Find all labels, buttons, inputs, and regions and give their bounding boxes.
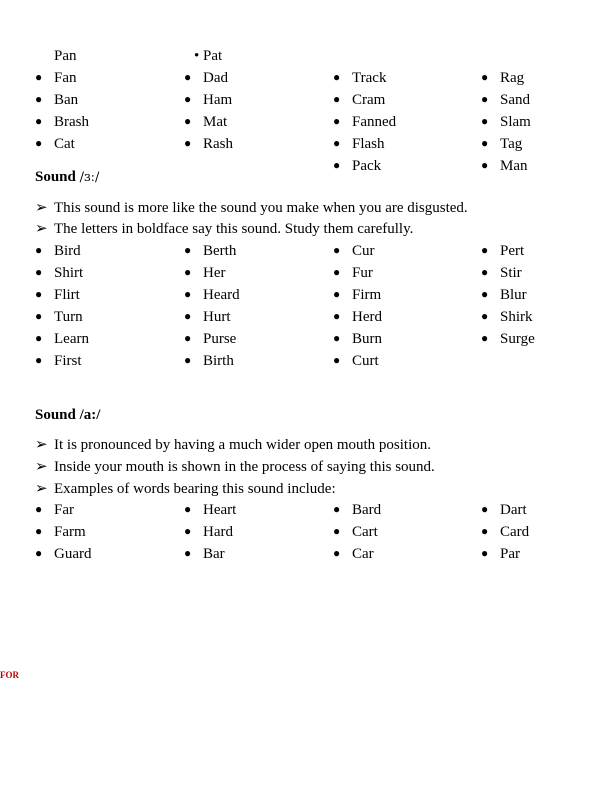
list-item-text: Ham <box>203 92 233 108</box>
list-item-text: Flirt <box>54 287 80 303</box>
list-item-text: Cram <box>352 92 386 108</box>
list-item-text: Firm <box>352 287 382 303</box>
section-a-heading: Sound /a:/ <box>35 407 101 423</box>
bullet-icon: ● <box>35 243 43 257</box>
section-a-note-3: ➢ Examples of words bearing this sound include: <box>35 478 336 500</box>
list-item-text: Dad <box>203 70 228 86</box>
section-er-col-2 <box>184 240 240 372</box>
list-item <box>481 306 535 328</box>
bullet-icon: ● <box>481 287 489 301</box>
list-item <box>184 543 236 565</box>
list-item-text: Bard <box>352 502 382 518</box>
list-item-text: Hard <box>203 524 233 540</box>
bullet-icon: ● <box>333 70 341 84</box>
bullet-icon: ● <box>333 287 341 301</box>
list-item-text: Tag <box>500 136 523 152</box>
list-item <box>35 111 89 133</box>
bullet-icon: ● <box>35 524 43 538</box>
list-item-text: Hurt <box>203 309 231 325</box>
bullet-icon: ● <box>481 92 489 106</box>
bullet-icon: ● <box>333 502 341 516</box>
list-item <box>35 45 89 67</box>
list-item-text: Rash <box>203 136 233 152</box>
list-item-text: Her <box>203 265 226 281</box>
list-item <box>333 543 381 565</box>
list-item <box>35 240 89 262</box>
bullet-icon: ● <box>333 136 341 150</box>
list-item-text: Herd <box>352 309 382 325</box>
bullet-icon: ● <box>333 353 341 367</box>
bullet-icon: ● <box>333 524 341 538</box>
bullet-icon: ● <box>333 158 341 172</box>
list-item <box>481 521 529 543</box>
bullet-icon: ● <box>333 243 341 257</box>
bullet-icon: ● <box>35 265 43 279</box>
list-item-text: Fur <box>352 265 373 281</box>
list-item <box>35 521 92 543</box>
list-item <box>481 240 535 262</box>
list-item <box>184 240 240 262</box>
arrow-bullet-icon: ➢ <box>35 481 48 497</box>
list-item-text: Heard <box>203 287 240 303</box>
list-item <box>333 155 396 177</box>
list-item-text: Car <box>352 546 374 562</box>
list-item <box>333 284 382 306</box>
bullet-icon: ● <box>184 524 192 538</box>
list-item <box>481 155 531 177</box>
list-item-text: Guard <box>54 546 92 562</box>
bullet-icon: ● <box>481 502 489 516</box>
list-item-text: Turn <box>54 309 83 325</box>
bullet-icon: ● <box>35 353 43 367</box>
list-item-text: Surge <box>500 331 535 347</box>
section-a-note-2: ➢ Inside your mouth is shown in the process of saying this sound. <box>35 456 435 478</box>
list-item <box>333 133 396 155</box>
list-item <box>35 89 89 111</box>
list-item-text: Shirt <box>54 265 84 281</box>
section-er-col-4 <box>481 240 535 350</box>
list-item-text: Bar <box>203 546 225 562</box>
arrow-bullet-icon: ➢ <box>35 437 48 453</box>
section-a-col-3 <box>333 499 381 565</box>
bullet-icon: ● <box>184 114 192 128</box>
bullet-icon: ● <box>333 546 341 560</box>
bullet-icon: ● <box>481 136 489 150</box>
list-item-text: Berth <box>203 243 237 259</box>
list-item-text: Man <box>500 158 528 174</box>
section-er-note-2: ➢ The letters in boldface say this sound. Study them carefully. <box>35 218 413 240</box>
list-item-text: Purse <box>203 331 237 347</box>
bullet-icon: ● <box>35 287 43 301</box>
list-item-text: Pert <box>500 243 525 259</box>
bullet-icon: ● <box>481 546 489 560</box>
list-item-text: Fan <box>54 70 77 86</box>
bullet-icon: ● <box>35 136 43 150</box>
list-item-text: Burn <box>352 331 382 347</box>
list-item <box>481 543 529 565</box>
list-item-text: Brash <box>54 114 89 130</box>
list-item <box>184 521 236 543</box>
list-item <box>35 284 89 306</box>
list-item-text: Sand <box>500 92 530 108</box>
list-item <box>481 328 535 350</box>
list-item <box>184 89 233 111</box>
bullet-icon: ● <box>35 546 43 560</box>
list-item-text: Par <box>500 546 520 562</box>
section-a-note-1: ➢ It is pronounced by having a much wider open mouth position. <box>35 434 431 456</box>
bullet-icon: ● <box>481 114 489 128</box>
bullet-icon: ● <box>184 309 192 323</box>
list-item-text: Track <box>352 70 387 86</box>
list-item <box>481 89 531 111</box>
list-item <box>184 111 233 133</box>
list-item <box>35 543 92 565</box>
list-item-text: Far <box>54 502 74 518</box>
list-item <box>333 67 396 89</box>
list-item <box>184 67 233 89</box>
list-item-text: Flash <box>352 136 385 152</box>
section-a-col-1 <box>35 499 92 565</box>
section-er-note-1: ➢ This sound is more like the sound you make when you are disgusted. <box>35 197 468 219</box>
bullet-icon: ● <box>184 353 192 367</box>
list-item-text: Cart <box>352 524 378 540</box>
list-item <box>481 284 535 306</box>
bullet-icon: ● <box>184 92 192 106</box>
list-item-text: Birth <box>203 353 234 369</box>
list-item <box>35 67 89 89</box>
section-er-heading: Sound /ɜː/ <box>35 169 100 185</box>
list-item <box>481 111 531 133</box>
arrow-bullet-icon: ➢ <box>35 200 48 216</box>
list-item-text: Stir <box>500 265 522 281</box>
bullet-icon: ● <box>481 524 489 538</box>
top-col-2-first: • Pat <box>194 48 223 64</box>
bullet-icon: ● <box>184 546 192 560</box>
list-item <box>481 262 535 284</box>
list-item-text: Slam <box>500 114 531 130</box>
bullet-icon: ● <box>184 70 192 84</box>
top-col-4 <box>481 67 531 177</box>
section-a-col-2 <box>184 499 236 565</box>
bullet-icon: ● <box>481 70 489 84</box>
list-item <box>184 350 240 372</box>
list-item <box>35 262 89 284</box>
bullet-icon: ● <box>184 136 192 150</box>
list-item <box>333 89 396 111</box>
list-item <box>333 111 396 133</box>
list-item <box>333 240 382 262</box>
top-col-1 <box>35 45 89 155</box>
section-a-col-4 <box>481 499 529 565</box>
bullet-icon: ● <box>35 70 43 84</box>
list-item <box>184 499 236 521</box>
bullet-icon: ● <box>35 331 43 345</box>
list-item-text: Card <box>500 524 530 540</box>
list-item <box>333 499 381 521</box>
list-item-text: Fanned <box>352 114 397 130</box>
bullet-icon: ● <box>481 265 489 279</box>
bullet-icon: ● <box>333 114 341 128</box>
bullet-icon: ● <box>184 243 192 257</box>
list-item <box>333 521 381 543</box>
list-item-text: Learn <box>54 331 89 347</box>
list-item-text: First <box>54 353 82 369</box>
list-item <box>481 133 531 155</box>
list-item <box>35 328 89 350</box>
list-item-text: Cur <box>352 243 375 259</box>
list-item <box>184 328 240 350</box>
list-item <box>333 328 382 350</box>
list-item-text: Pan <box>54 48 77 64</box>
bullet-icon: ● <box>333 92 341 106</box>
bullet-icon: ● <box>481 309 489 323</box>
list-item <box>333 350 382 372</box>
bullet-icon: ● <box>35 92 43 106</box>
list-item <box>481 67 531 89</box>
bullet-icon: ● <box>184 331 192 345</box>
watermark-stamp: FOR <box>0 670 19 680</box>
list-item-text: Curt <box>352 353 379 369</box>
list-item <box>333 262 382 284</box>
list-item-text: Cat <box>54 136 75 152</box>
list-item <box>35 499 92 521</box>
bullet-icon: ● <box>333 265 341 279</box>
bullet-icon: ● <box>35 309 43 323</box>
list-item-text: Ban <box>54 92 79 108</box>
list-item-text: Dart <box>500 502 527 518</box>
list-item <box>35 350 89 372</box>
bullet-icon: ● <box>333 309 341 323</box>
top-col-2 <box>184 67 233 155</box>
bullet-icon: ● <box>481 331 489 345</box>
list-item-text: Heart <box>203 502 237 518</box>
list-item-text: Bird <box>54 243 81 259</box>
list-item-text: Mat <box>203 114 228 130</box>
list-item <box>481 499 529 521</box>
list-item-text: Pack <box>352 158 382 174</box>
bullet-icon: ● <box>184 287 192 301</box>
bullet-icon: ● <box>333 331 341 345</box>
list-item <box>184 262 240 284</box>
list-item <box>333 306 382 328</box>
arrow-bullet-icon: ➢ <box>35 221 48 237</box>
arrow-bullet-icon: ➢ <box>35 459 48 475</box>
section-er-col-1 <box>35 240 89 372</box>
section-er-col-3 <box>333 240 382 372</box>
bullet-icon: ● <box>481 158 489 172</box>
list-item <box>35 133 89 155</box>
bullet-icon: ● <box>35 502 43 516</box>
bullet-icon: ● <box>184 265 192 279</box>
bullet-icon: ● <box>35 114 43 128</box>
list-item <box>184 284 240 306</box>
list-item-text: Rag <box>500 70 525 86</box>
list-item <box>35 306 89 328</box>
top-col-3 <box>333 67 396 177</box>
list-item <box>184 306 240 328</box>
list-item-text: Farm <box>54 524 86 540</box>
bullet-icon: ● <box>481 243 489 257</box>
list-item-text: Shirk <box>500 309 533 325</box>
list-item <box>184 133 233 155</box>
bullet-icon: ● <box>184 502 192 516</box>
list-item-text: Blur <box>500 287 527 303</box>
